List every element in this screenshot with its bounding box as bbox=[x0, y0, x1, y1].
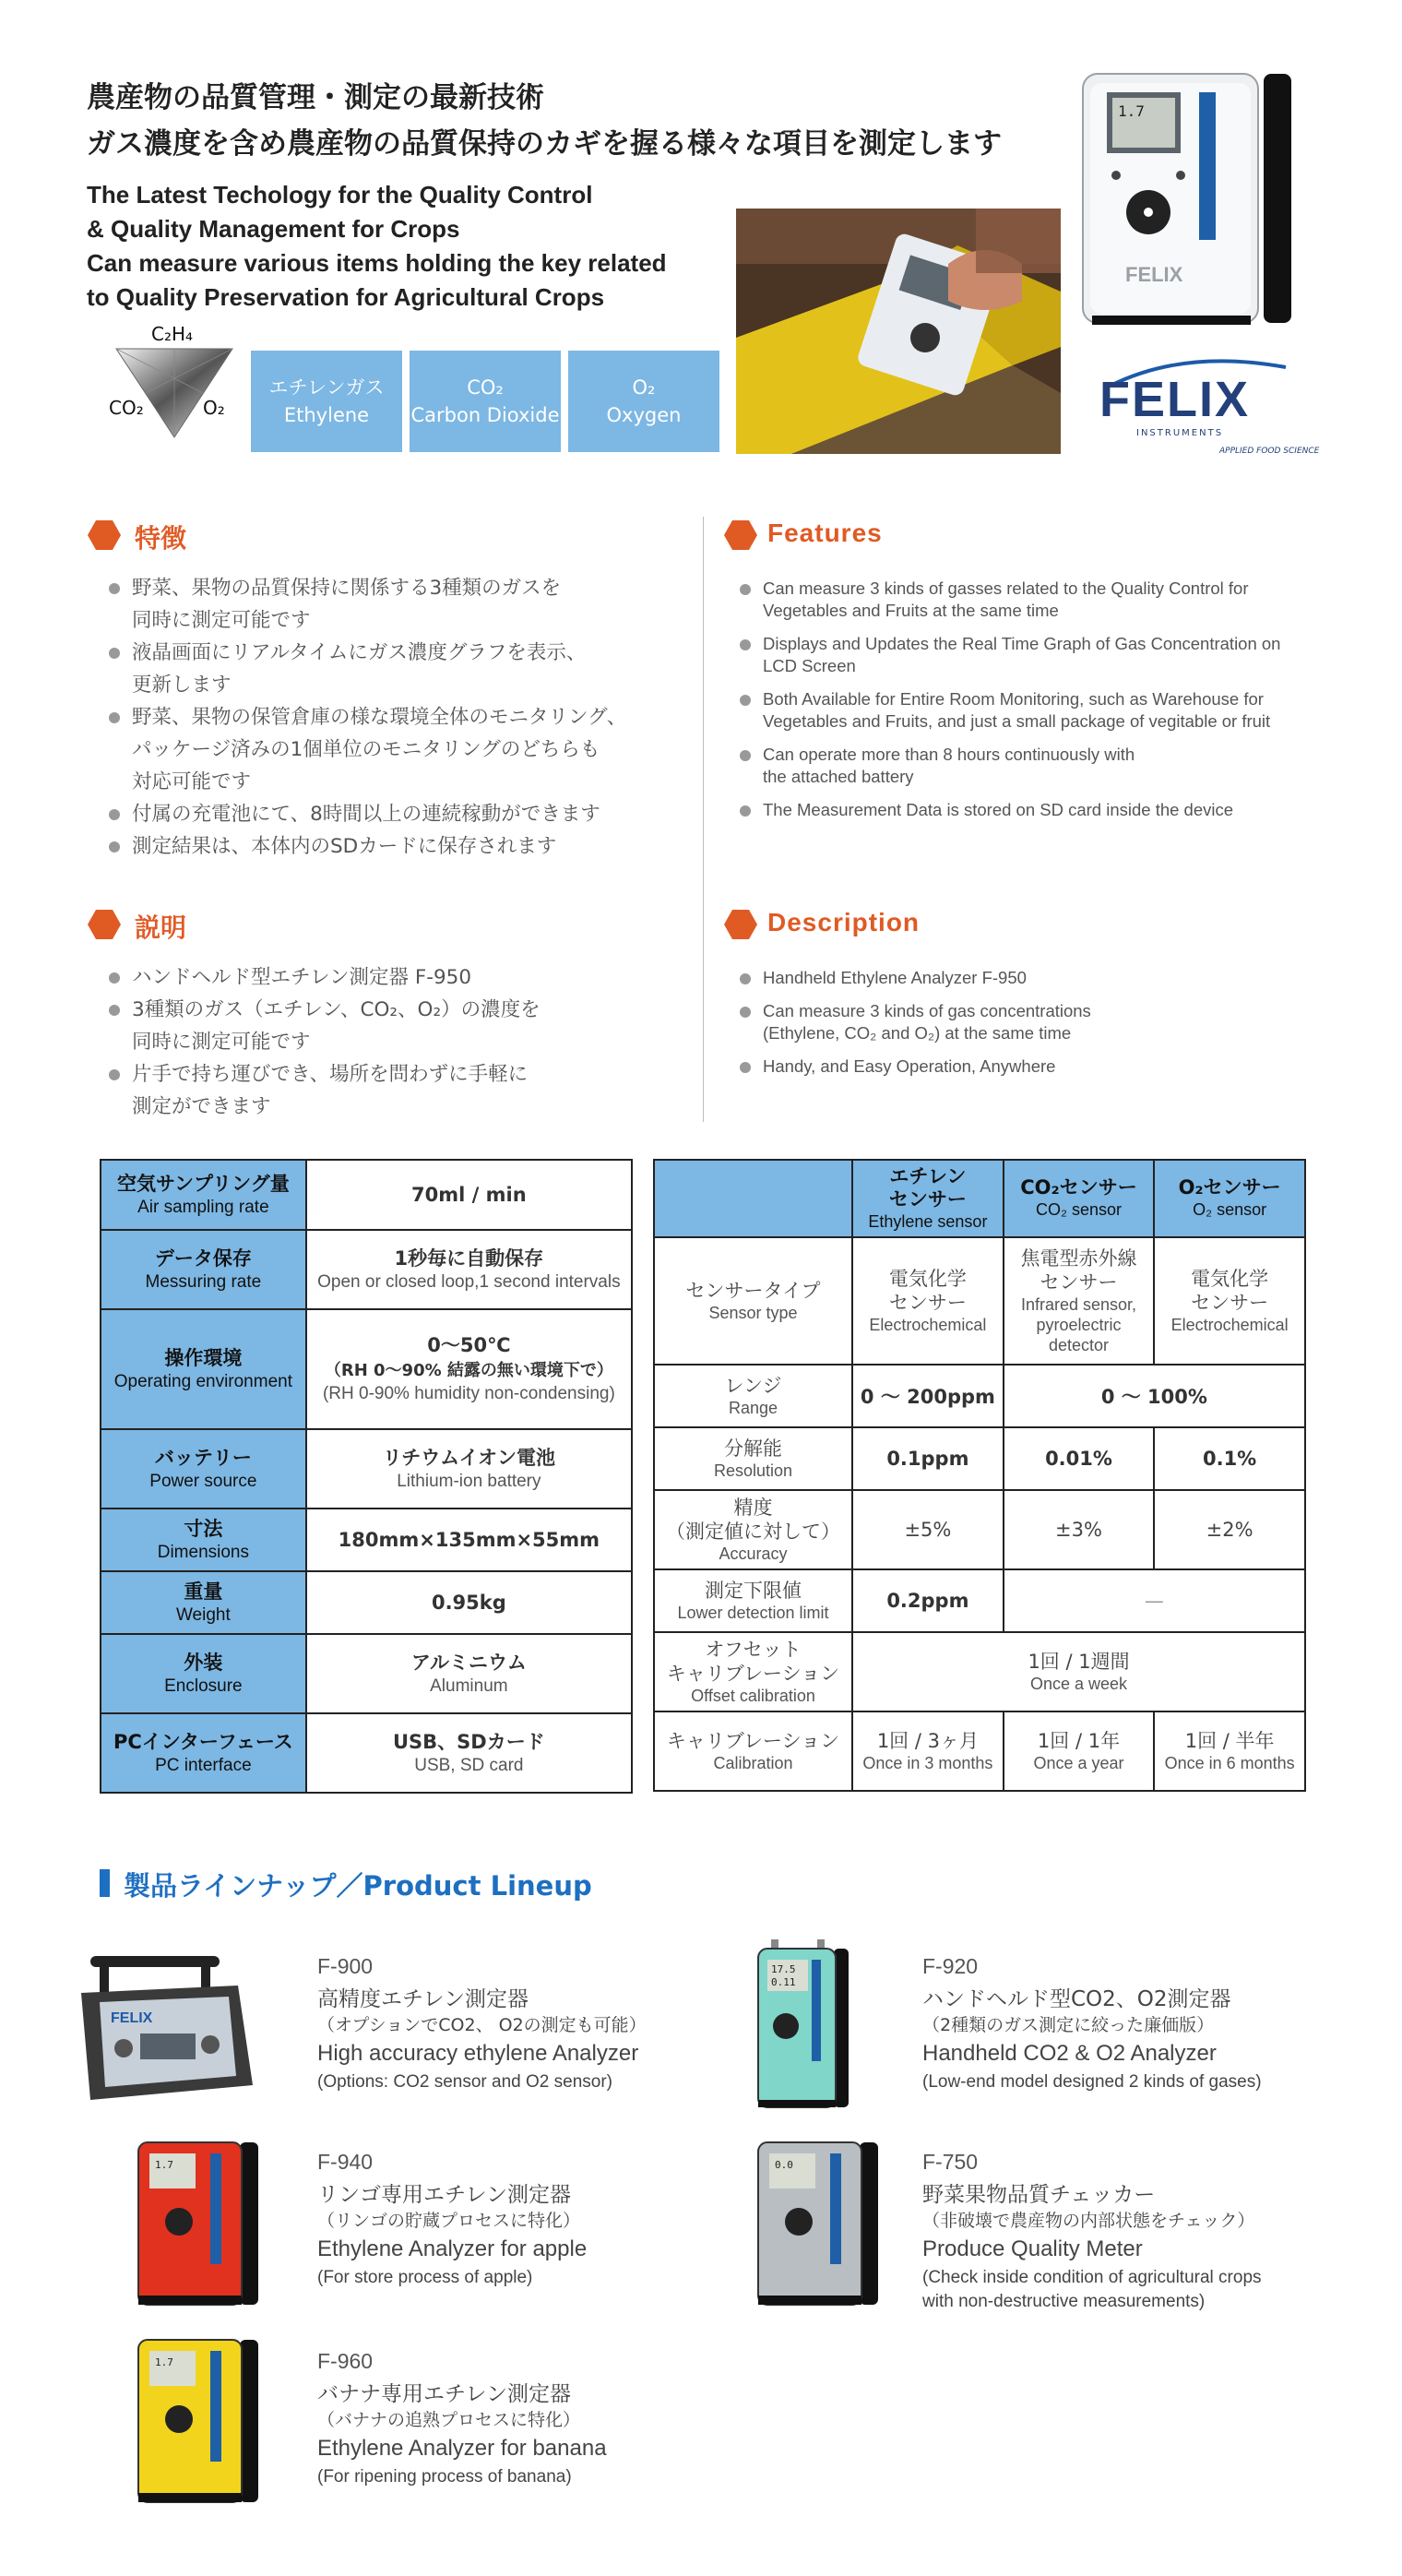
product-image-f900 bbox=[72, 1938, 256, 2122]
table-row: 寸法 Dimensions 180mm×135mm×55mm bbox=[101, 1509, 632, 1571]
svg-text:0.0: 0.0 bbox=[775, 2159, 793, 2171]
product-jp-f750: 野菜果物品質チェッカー bbox=[922, 2183, 1156, 2207]
product-jp-f920: ハンドヘルド型CO2、O2測定器 bbox=[922, 1987, 1231, 2011]
lineup-title-bar bbox=[100, 1869, 110, 1897]
triangle-label-o2: O₂ bbox=[203, 397, 225, 419]
felix-logo-text: FELIX bbox=[1099, 372, 1251, 427]
features-title-en: Features bbox=[767, 519, 883, 547]
list-item: Can operate more than 8 hours continuously with the attached battery bbox=[729, 744, 1319, 788]
product-jpsub-f900: （オプションでCO2、 O2の測定も可能） bbox=[317, 2015, 647, 2035]
sensor-header-blank bbox=[654, 1160, 852, 1237]
product-ensub-f920: (Low-end model designed 2 kinds of gases) bbox=[922, 2072, 1262, 2092]
product-model-f900: F-900 bbox=[317, 1954, 374, 1978]
table-row: キャリブレーション Calibration 1回 / 3ヶ月 Once in 3 months 1回 / 1年 Once a year 1回 / 半年 Once in 6 months bbox=[654, 1711, 1305, 1791]
table-row: バッテリー Power source リチウムイオン電池 Lithium-ion battery bbox=[101, 1429, 632, 1509]
list-item: The Measurement Data is stored on SD card inside the device bbox=[729, 799, 1319, 821]
table-row: 空気サンプリング量 Air sampling rate 70ml / min bbox=[101, 1160, 632, 1230]
triangle-label-co2: CO₂ bbox=[109, 397, 144, 419]
sensor-table bbox=[653, 1159, 1306, 1792]
description-title-jp: 説明 bbox=[135, 912, 187, 943]
hex-icon bbox=[723, 908, 758, 945]
gas-box-ethylene-jp: エチレンガス bbox=[268, 376, 385, 399]
gas-box-co2-en: Carbon Dioxide bbox=[410, 404, 560, 426]
features-list-en bbox=[729, 578, 1319, 821]
hex-icon bbox=[87, 519, 122, 555]
table-row: オフセット キャリブレーション Offset calibration 1回 / 1週間 Once a week bbox=[654, 1632, 1305, 1711]
description-list-jp bbox=[98, 961, 688, 1123]
f950-device-image bbox=[1070, 65, 1319, 341]
table-row: 外装 Enclosure アルミニウム Aluminum bbox=[101, 1634, 632, 1713]
table-row: 分解能 Resolution 0.1ppm 0.01% 0.1% bbox=[654, 1427, 1305, 1490]
list-item: Handy, and Easy Operation, Anywhere bbox=[729, 1055, 1319, 1078]
product-ensub-f750-1: (Check inside condition of agricultural crops bbox=[922, 2268, 1262, 2287]
felix-logo-sub: INSTRUMENTS bbox=[1136, 428, 1224, 438]
list-item: Both Available for Entire Room Monitoring, such as Warehouse for Vegetables and Fruits, and just a small package of vegitable or fruit bbox=[729, 688, 1319, 733]
hex-icon bbox=[87, 908, 122, 945]
product-en-f750: Produce Quality Meter bbox=[922, 2236, 1143, 2261]
product-image-f960 bbox=[133, 2334, 271, 2510]
svg-text:1.7: 1.7 bbox=[155, 2356, 173, 2368]
product-model-f750: F-750 bbox=[922, 2150, 979, 2174]
product-ensub-f940: (For store process of apple) bbox=[317, 2268, 533, 2287]
usage-photo bbox=[736, 209, 1061, 454]
svg-text:FELIX: FELIX bbox=[111, 2010, 153, 2026]
headline-jp-1: 農産物の品質管理・測定の最新技術 bbox=[87, 81, 544, 114]
product-model-f920: F-920 bbox=[922, 1954, 979, 1978]
svg-text:1.7: 1.7 bbox=[155, 2159, 173, 2171]
description-list-en bbox=[729, 967, 1319, 1078]
gas-box-ethylene bbox=[251, 351, 402, 452]
list-item: Can measure 3 kinds of gas concentrations (Ethylene, CO₂ and O₂) at the same time bbox=[729, 1000, 1319, 1044]
product-en-f920: Handheld CO2 & O2 Analyzer bbox=[922, 2041, 1217, 2066]
f950-screen-value: 1.7 bbox=[1118, 102, 1145, 120]
svg-text:0.11: 0.11 bbox=[771, 1976, 796, 1988]
list-item: 測定結果は、本体内のSDカードに保存されます bbox=[98, 830, 688, 863]
product-jpsub-f940: （リンゴの貯蔵プロセスに特化） bbox=[317, 2211, 581, 2231]
product-en-f900: High accuracy ethylene Analyzer bbox=[317, 2041, 639, 2066]
svg-text:FELIX: FELIX bbox=[1125, 263, 1183, 286]
list-item: 野菜、果物の品質保持に関係する3種類のガスを 同時に測定可能です bbox=[98, 572, 688, 637]
section-divider bbox=[703, 517, 704, 1122]
product-en-f960: Ethylene Analyzer for banana bbox=[317, 2436, 607, 2461]
triangle-label-ethylene: C₂H₄ bbox=[151, 323, 194, 345]
gas-box-o2-en: Oxygen bbox=[606, 404, 682, 426]
hex-icon bbox=[723, 519, 758, 555]
product-jpsub-f920: （2種類のガス測定に絞った廉価版） bbox=[922, 2015, 1215, 2035]
gas-box-o2 bbox=[568, 351, 719, 452]
gas-box-ethylene-en: Ethylene bbox=[283, 404, 370, 426]
gas-box-o2-jp: O₂ bbox=[632, 376, 656, 399]
gas-box-co2 bbox=[410, 351, 561, 452]
product-image-f920 bbox=[753, 1938, 854, 2113]
list-item: Displays and Updates the Real Time Graph of Gas Concentration on LCD Screen bbox=[729, 633, 1319, 677]
list-item: 片手で持ち運びでき、場所を問わずに手軽に 測定ができます bbox=[98, 1058, 688, 1123]
svg-text:17.5: 17.5 bbox=[771, 1963, 796, 1975]
product-jpsub-f960: （バナナの追熟プロセスに特化） bbox=[317, 2410, 581, 2430]
description-title-en: Description bbox=[767, 908, 921, 936]
headline-jp-2: ガス濃度を含め農産物の品質保持のカギを握る様々な項目を測定します bbox=[87, 127, 1002, 161]
list-item: Handheld Ethylene Analyzer F-950 bbox=[729, 967, 1319, 989]
product-image-f940 bbox=[133, 2137, 271, 2312]
product-ensub-f750-2: with non-destructive measurements) bbox=[922, 2292, 1206, 2311]
list-item: 野菜、果物の保管倉庫の様な環境全体のモニタリング、 パッケージ済みの1個単位のモニタリングのどちらも 対応可能です bbox=[98, 701, 688, 798]
product-jpsub-f750: （非破壊で農産物の内部状態をチェック） bbox=[922, 2211, 1255, 2231]
table-row: 測定下限値 Lower detection limit 0.2ppm — bbox=[654, 1569, 1305, 1632]
felix-logo-tagline: APPLIED FOOD SCIENCE bbox=[1219, 447, 1320, 456]
table-row: センサータイプ Sensor type 電気化学 センサー Electrochemical 焦電型赤外線 センサー Infrared sensor, pyroelectric detector 電気化学 センサー Electrochemical bbox=[654, 1237, 1305, 1365]
features-title-jp: 特徴 bbox=[135, 523, 187, 554]
list-item: 3種類のガス（エチレン、CO₂、O₂）の濃度を 同時に測定可能です bbox=[98, 994, 688, 1058]
table-row: レンジ Range 0 〜 200ppm 0 〜 100% bbox=[654, 1365, 1305, 1427]
product-ensub-f960: (For ripening process of banana) bbox=[317, 2467, 572, 2487]
list-item: 液晶画面にリアルタイムにガス濃度グラフを表示、 更新します bbox=[98, 637, 688, 701]
list-item: ハンドヘルド型エチレン測定器 F-950 bbox=[98, 961, 688, 994]
headline-en-2: & Quality Management for Crops bbox=[87, 215, 460, 243]
table-row: エチレン センサー Ethylene sensor CO₂センサー CO₂ sensor O₂センサー O₂ sensor bbox=[654, 1160, 1305, 1237]
gas-box-co2-jp: CO₂ bbox=[467, 376, 504, 399]
table-row: PCインターフェース PC interface USB、SDカード USB, SD card bbox=[101, 1713, 632, 1793]
product-jp-f900: 高精度エチレン測定器 bbox=[317, 1987, 529, 2011]
spec-table bbox=[100, 1159, 633, 1794]
product-model-f940: F-940 bbox=[317, 2150, 374, 2174]
product-ensub-f900: (Options: CO2 sensor and O2 sensor) bbox=[317, 2072, 612, 2092]
table-row: 精度 （測定値に対して） Accuracy ±5% ±3% ±2% bbox=[654, 1490, 1305, 1569]
headline-en-4: to Quality Preservation for Agricultural Crops bbox=[87, 283, 605, 311]
product-model-f960: F-960 bbox=[317, 2349, 374, 2373]
product-jp-f960: バナナ専用エチレン測定器 bbox=[317, 2382, 571, 2406]
product-jp-f940: リンゴ専用エチレン測定器 bbox=[317, 2183, 571, 2207]
lineup-title: 製品ラインナップ／Product Lineup bbox=[124, 1870, 592, 1902]
table-row: 重量 Weight 0.95kg bbox=[101, 1571, 632, 1634]
headline-en-3: Can measure various items holding the key related bbox=[87, 249, 667, 277]
table-row: 操作環境 Operating environment 0〜50℃ （RH 0〜90% 結露の無い環境下で） (RH 0-90% humidity non-condensing) bbox=[101, 1309, 632, 1429]
features-list-jp bbox=[98, 572, 688, 863]
list-item: Can measure 3 kinds of gasses related to the Quality Control for Vegetables and Fruits at the same time bbox=[729, 578, 1319, 622]
headline-en-1: The Latest Techology for the Quality Control bbox=[87, 181, 593, 209]
list-item: 付属の充電池にて、8時間以上の連続稼動ができます bbox=[98, 798, 688, 830]
table-row: データ保存 Messuring rate 1秒毎に自動保存 Open or closed loop,1 second intervals bbox=[101, 1230, 632, 1309]
product-image-f750 bbox=[753, 2137, 891, 2312]
product-en-f940: Ethylene Analyzer for apple bbox=[317, 2236, 588, 2261]
